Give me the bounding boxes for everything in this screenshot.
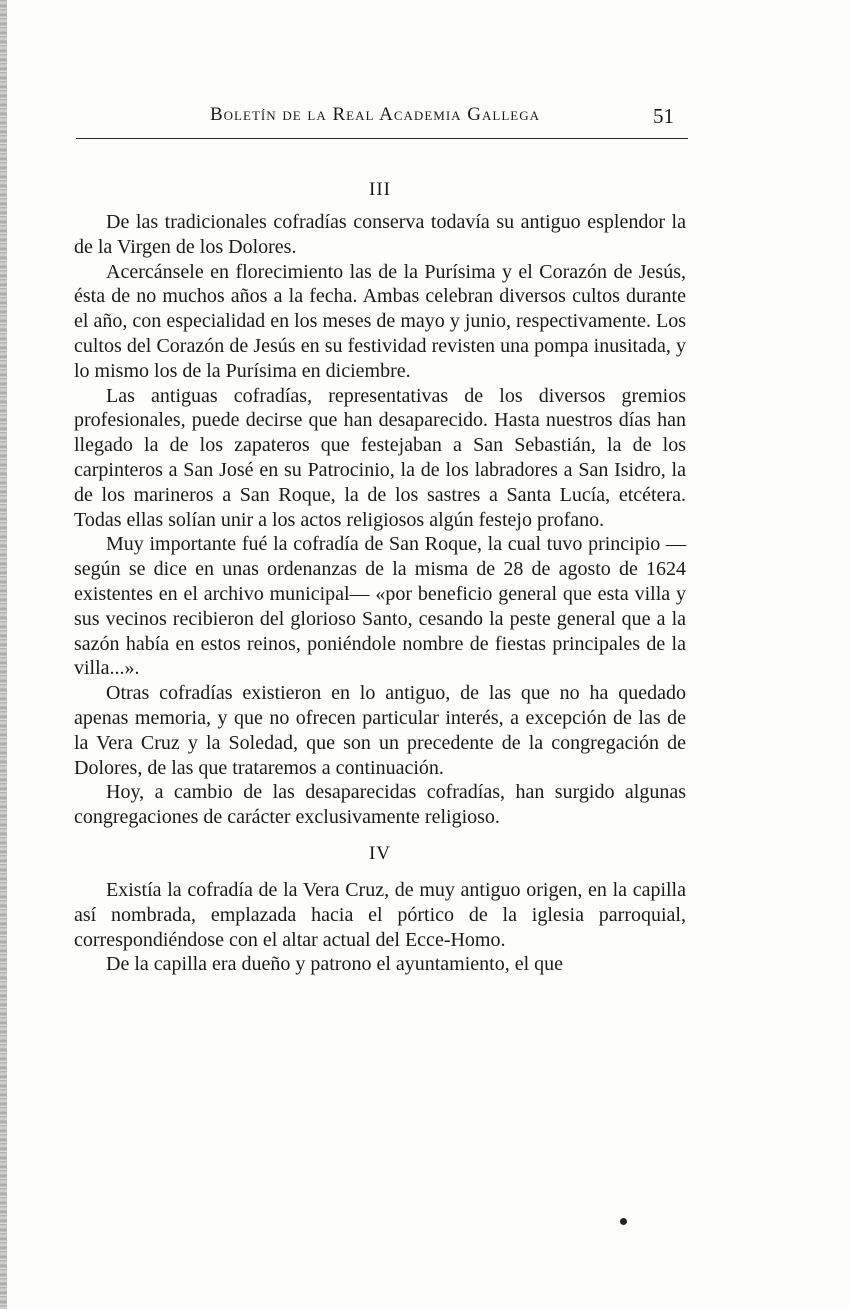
- paragraph: Las antiguas cofradías, representativas de los diversos gremios profesionales, puede decirse que han desaparecido. Hasta nuestros días han llegado la de los zapateros que festejaban a San Sebastián, la de los carpinteros a San José en su Patrocinio, la de los labradores a San Isidro, la de los marineros a San Roque, la de los sastres a Santa Lucía, etcétera. Todas ellas solían unir a los actos religiosos algún festejo profano.: [74, 384, 686, 531]
- section-heading: III: [369, 179, 391, 200]
- section-heading: IV: [368, 842, 392, 864]
- paragraph: Muy importante fué la cofradía de San Roque, la cual tuvo principio —según se dice en unas ordenanzas de la misma de 28 de agosto de 1624 existentes en el archivo municipal— «por beneficio general que esta villa y sus vecinos recibieron del glorioso Santo, cesando la peste general que a la sazón había en estos reinos, poniéndole nombre de fiestas principales de la villa...».: [74, 533, 686, 680]
- paragraph: Acercánsele en florecimiento las de la Purísima y el Corazón de Jesús, ésta de no muchos años a la fecha. Ambas celebran diversos cultos durante el año, con especialidad en los meses de mayo y junio, respectivamente. Los cultos del Corazón de Jesús en su festividad revisten una pompa inusitada, y lo mismo los de la Purísima en diciembre.: [74, 260, 686, 382]
- paragraph: De la capilla era dueño y patrono el ayuntamiento, el que: [106, 953, 564, 976]
- body-text: [74, 178, 686, 977]
- paragraph: De las tradicionales cofradías conserva todavía su antiguo esplendor la de la Virgen de los Dolores.: [74, 211, 686, 258]
- ink-speck: [620, 1218, 627, 1225]
- journal-title: Boletín de la Real Academia Gallega: [210, 104, 540, 125]
- book-spine-edge: [0, 0, 7, 1309]
- paragraph: Otras cofradías existieron en lo antiguo, de las que no ha quedado apenas memoria, y que no ofrecen particular interés, a excepción de las de la Vera Cruz y la Soledad, que son un precedente de la congregación de Dolores, de las que trataremos a continuación.: [74, 682, 686, 779]
- paragraph: Existía la cofradía de la Vera Cruz, de muy antiguo origen, en la capilla así nombrada, emplazada hacia el pórtico de la iglesia parroquial, correspondiéndose con el altar actual del Ecce-Homo.: [74, 878, 686, 951]
- page-number: 51: [653, 104, 674, 128]
- paragraph: Hoy, a cambio de las desaparecidas cofradías, han surgido algunas congregaciones de carácter exclusivamente religioso.: [74, 781, 686, 829]
- running-header: [76, 104, 688, 139]
